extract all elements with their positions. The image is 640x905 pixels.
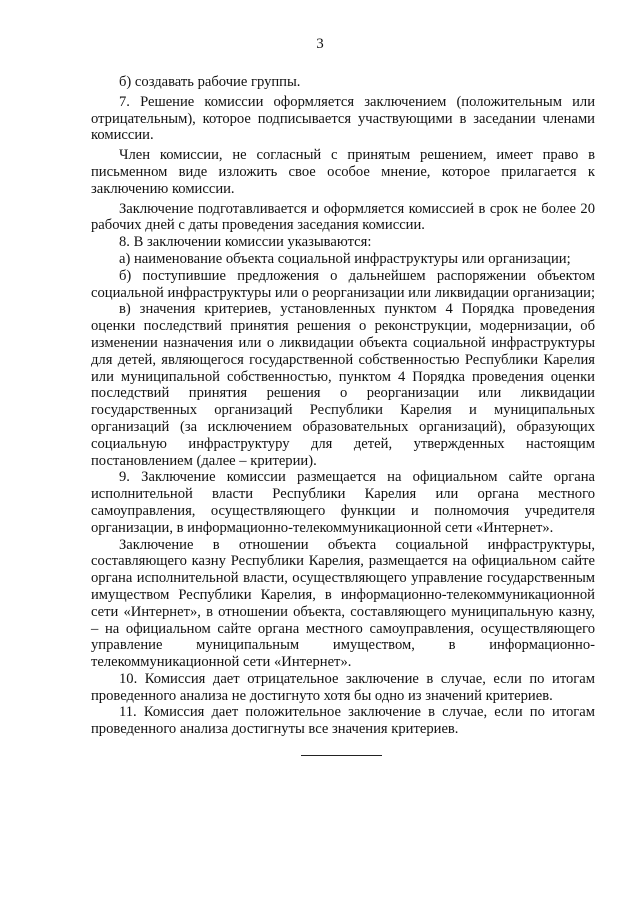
document-body bbox=[91, 74, 595, 738]
paragraph-10: 10. Комиссия дает отрицательное заключение в случае, если по итогам проведенного анализа не достигнуто хотя бы одно из значений критериев. bbox=[91, 670, 595, 704]
paragraph-7-deadline: Заключение подготавливается и оформляется комиссией в срок не более 20 рабочих дней с даты проведения заседания комиссии. bbox=[91, 200, 595, 234]
paragraph-7-dissent: Член комиссии, не согласный с принятым решением, имеет право в письменном виде изложить свое особое мнение, которое прилагается к заключению комиссии. bbox=[91, 147, 595, 197]
paragraph-8a: а) наименование объекта социальной инфраструктуры или организации; bbox=[119, 250, 571, 267]
paragraph-9-treasury: Заключение в отношении объекта социальной инфраструктуры, составляющего казну Республики Карелия, размещается на официальном сайте органа исполнительной власти, осуществляющего управление государственным имуществом Республики Карелия, в информационно-телекоммуникационной сети «Интернет», в отношении объекта, составляющего муниципальную казну, – на официальном сайте органа местного самоуправления, осуществляющего управление муниципальным имуществом, в информационно-телекоммуникационной сети «Интернет». bbox=[91, 536, 595, 671]
paragraph-9: 9. Заключение комиссии размещается на официальном сайте органа исполнительной власти Республики Карелия или органа местного самоуправления, осуществляющего функции и полномочия учредителя организации, в информационно-телекоммуникационной сети «Интернет». bbox=[91, 469, 595, 536]
paragraph-6b: б) создавать рабочие группы. bbox=[119, 74, 301, 90]
paragraph-7: 7. Решение комиссии оформляется заключением (положительным или отрицательным), которое подписывается участвующими в заседании членами комиссии. bbox=[91, 93, 595, 144]
paragraph-11: 11. Комиссия дает положительное заключение в случае, если по итогам проведенного анализа достигнуты все значения критериев. bbox=[91, 704, 595, 738]
page-number: 3 bbox=[316, 36, 324, 52]
paragraph-8v: в) значения критериев, установленных пунктом 4 Порядка проведения оценки последствий принятия решения о реконструкции, модернизации, об изменении назначения или о ликвидации объекта социальной инфраструктуры для детей, являющегося государственной собственностью Республики Карелия или муниципальной собственностью, пунктом 4 Порядка проведения оценки последствий принятия решения о реорганизации или ликвидации государственных организаций Республики Карелия и муниципальных организаций (за исключением образовательных организаций), образующих социальную инфраструктуру для детей, утвержденных настоящим постановлением (далее – критерии). bbox=[91, 301, 595, 469]
paragraph-8: 8. В заключении комиссии указываются: bbox=[119, 234, 372, 251]
end-of-document-rule bbox=[301, 755, 382, 756]
paragraph-8b: б) поступившие предложения о дальнейшем распоряжении объектом социальной инфраструктуры или о реорганизации или ликвидации организации; bbox=[91, 267, 596, 301]
